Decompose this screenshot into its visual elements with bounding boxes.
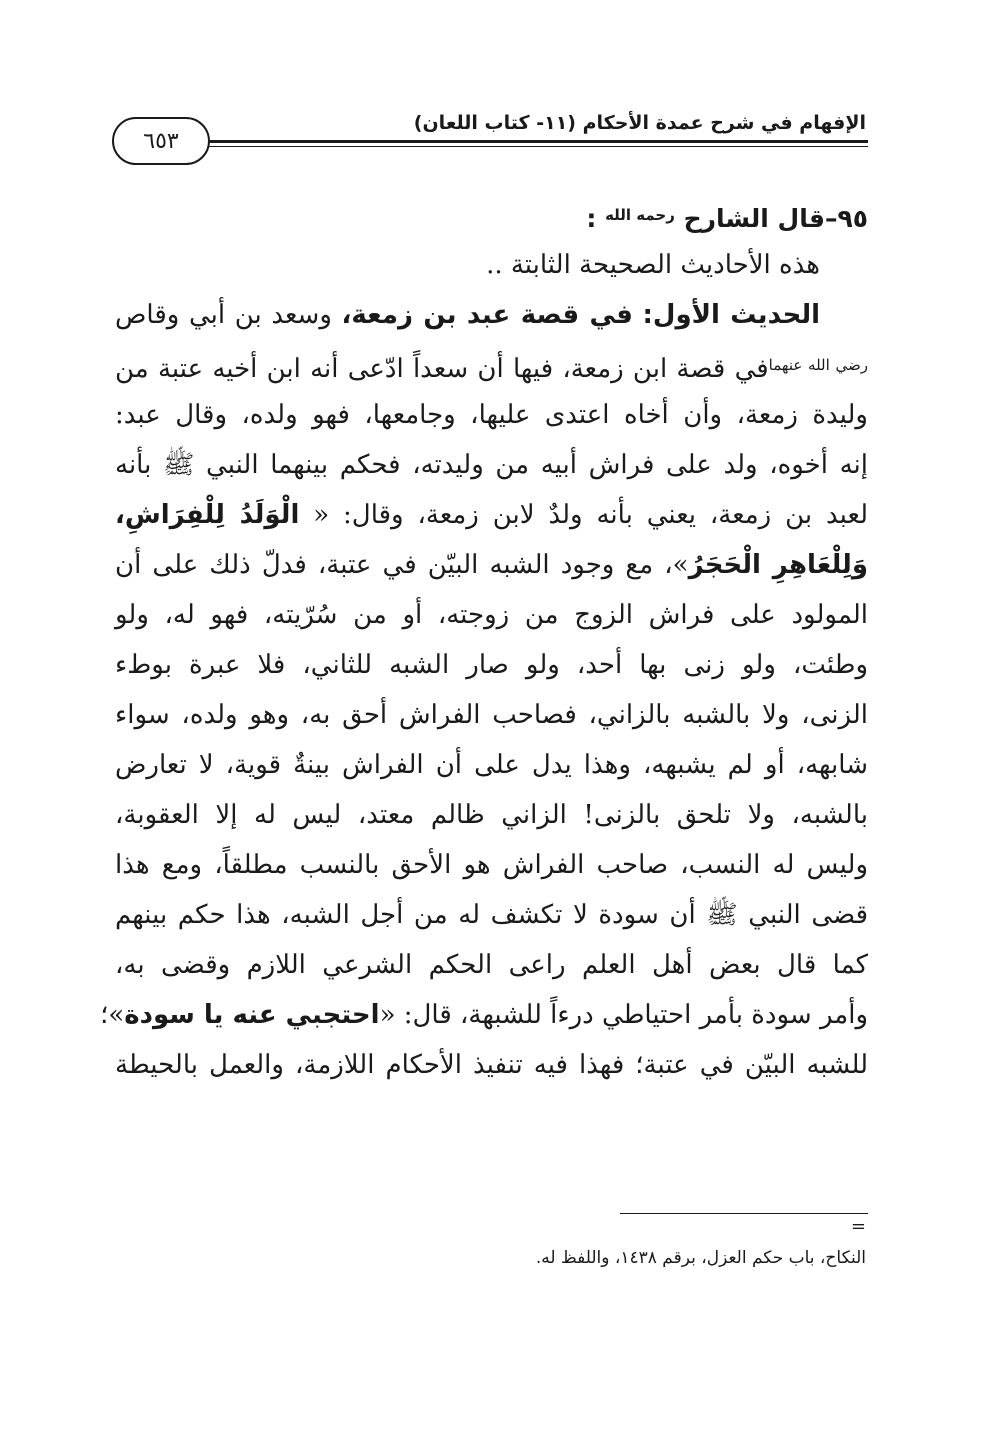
radiallahu-anhuma-glyph: رضي الله عنهما (768, 356, 869, 374)
header-rule-thin (200, 146, 868, 147)
hadith-intro-line (115, 290, 868, 340)
text-line: وليس له النسب، صاحب الفراش هو الأحق بالنسب مطلقاً، ومع هذا (115, 850, 868, 880)
hadith-quote-part1: الْوَلَدُ لِلْفِرَاشِ، (115, 500, 300, 530)
text-line (100, 990, 868, 1040)
text-line (115, 890, 868, 940)
text-segment: »؛ (100, 1000, 125, 1030)
intro-line: هذه الأحاديث الصحيحة الثابتة .. (486, 250, 820, 280)
text-line (115, 440, 868, 490)
text-line (115, 540, 868, 590)
text-line: الزنى، ولا بالشبه بالزاني، فصاحب الفراش أحق به، وهو ولده، سواء (115, 700, 868, 730)
text-segment: وأمر سودة بأمر احتياطي درءاً للشبهة، قال: « (379, 1000, 868, 1030)
footnote-text: النكاح، باب حكم العزل، برقم ١٤٣٨، واللفظ له. (535, 1248, 866, 1268)
hadith-quote-sawda: احتجبي عنه يا سودة (124, 1000, 380, 1030)
heading-colon: : (586, 204, 606, 233)
text-line-content: في قصة ابن زمعة، فيها أن سعداً ادّعى أنه ابن أخيه عتبة من (115, 354, 769, 384)
text-line: كما قال بعض أهل العلم راعى الحكم الشرعي اللازم وقضى به، (115, 950, 868, 980)
text-line: المولود على فراش الزوج من زوجته، أو من سُرّيته، فهو له، ولو (115, 600, 869, 630)
footnote-rule (620, 1213, 868, 1214)
hadith-title: في قصة عبد بن زمعة، (341, 300, 633, 330)
text-line: للشبه البيّن في عتبة؛ فهذا فيه تنفيذ الأحكام اللازمة، والعمل بالحيطة (115, 1050, 868, 1080)
running-header-title: الإفهام في شرح عمدة الأحكام (١١- كتاب اللعان) (413, 112, 866, 134)
section-number: ٩٥– (824, 204, 868, 233)
hadith-quote-part2: وَلِلْعَاهِرِ الْحَجَرُ (688, 550, 868, 580)
text-segment: »، مع وجود الشبه البيّن في عتبة، فدلّ ذلك على أن (115, 550, 689, 580)
rahimahullah-glyph: رحمه الله (605, 206, 675, 224)
salawat-glyph: ﷺ (162, 450, 195, 480)
page-number-badge (112, 117, 210, 165)
text-segment: بأنه (115, 450, 163, 480)
text-line: وطئت، ولو زنى بها أحد، ولو صار الشبه للثاني، فلا عبرة بوطء (115, 650, 868, 680)
hadith-label: الحديث الأول: (642, 300, 821, 330)
salawat-glyph: ﷺ (706, 900, 738, 930)
page-number: ٦٥٣ (143, 128, 179, 154)
section-heading-text: قال الشارح (683, 204, 825, 233)
section-heading (115, 190, 868, 240)
header-rule-thick (200, 140, 868, 143)
text-line: وليدة زمعة، وأن أخاه اعتدى عليها، وجامعها، فهو ولده، وقال عبد: (115, 400, 868, 430)
text-segment: لعبد بن زمعة، يعني بأنه ولدٌ لابن زمعة، وقال: « (313, 500, 868, 530)
footnote-continuation-mark: = (850, 1216, 866, 1237)
text-segment: أن سودة لا تكشف له من أجل الشبه، هذا حكم بينهم (115, 900, 707, 930)
text-line (115, 340, 868, 390)
hadith-intro-rest: وسعد بن أبي وقاص (115, 300, 332, 330)
text-segment: قضى النبي (737, 900, 869, 930)
text-line: بالشبه، ولا تلحق بالزنى! الزاني ظالم معتد، ليس له إلا العقوبة، (115, 800, 868, 830)
main-text-block (100, 190, 869, 1090)
text-line: شابهه، أو لم يشبهه، وهذا يدل على أن الفراش بينةٌ قوية، لا تعارض (115, 750, 868, 780)
text-line (115, 490, 868, 540)
text-segment: إنه أخوه، ولد على فراش أبيه من وليدته، فحكم بينهما النبي (194, 450, 868, 480)
